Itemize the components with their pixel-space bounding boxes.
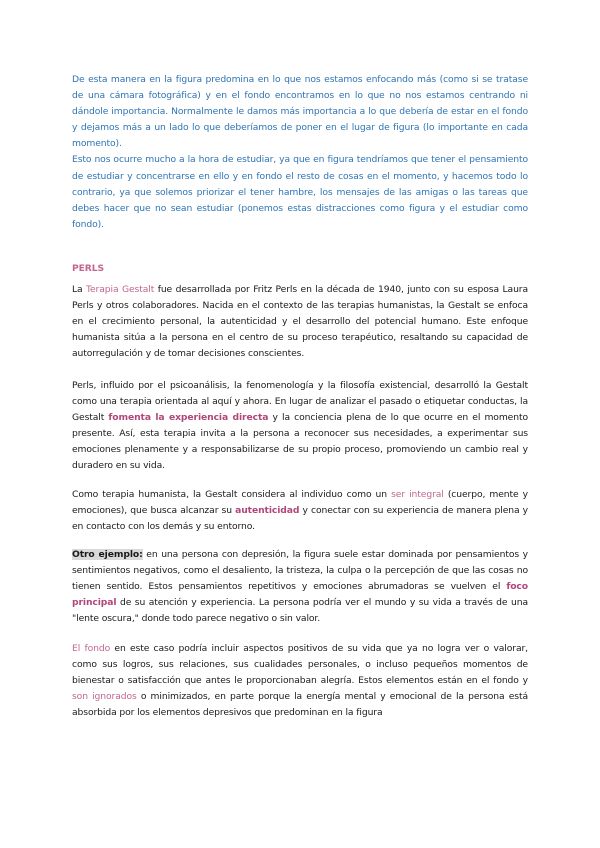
p4-text-d: de su atención y experiencia. La persona podría ver el mundo y su vida a través de una "lente oscura," donde todo parece negativo o sin valor.: [72, 597, 528, 625]
intro-paragraph-1: De esta manera en la figura predomina en lo que nos estamos enfocando más (como si se tratase de una cámara fotográfica) y en el fondo encontramos en lo que no nos estamos centrando ni dándole importancia. Normalmente le damos más importancia a lo que debería de estar en el fondo y dejamos más a un lado lo que deberíamos de poner en el lugar de figura (lo importante en cada momento).: [72, 74, 528, 150]
p2-text-c: y la conciencia plena de lo que ocurre en el momento presente. Así, esta terapia invita a la persona a reconocer sus necesidades, a experimentar sus emociones plenamente y a responsabilizarse de su propio proceso, promoviendo un cambio real y duradero en su vida.: [72, 412, 528, 472]
term-el-fondo: El fondo: [72, 643, 111, 654]
paragraph-el-fondo: [72, 641, 528, 721]
p1-text-a: La: [72, 284, 87, 295]
label-otro-ejemplo: Otro ejemplo:: [72, 549, 143, 560]
p1-text-c: fue desarrollada por Fritz Perls en la década de 1940, junto con su esposa Laura Perls y otros colaboradores. Nacida en el contexto de las terapias humanistas, la Gestalt se enfoca en el crecimiento personal, la autenticidad y el desarrollo del potencial humano. Este enfoque humanista sitúa a la persona en el centro de su proceso terapéutico, resaltando su capacidad de autorregulación y de tomar decisiones conscientes.: [72, 284, 528, 360]
p3-text-a: Como terapia humanista, la Gestalt considera al individuo como un: [72, 489, 392, 500]
term-son-ignorados: son ignorados: [72, 691, 137, 703]
section-title-perls: PERLS: [72, 263, 105, 274]
p4-text-b: en una persona con depresión, la figura suele estar dominada por pensamientos y sentimientos negativos, como el desaliento, la tristeza, la culpa o la percepción de que las cosas no tienen sentido. Estos pensamientos repetitivos y emociones abrumadoras se vuelven el: [72, 549, 528, 593]
paragraph-perls-influido: [72, 378, 528, 475]
term-experiencia-directa: fomenta la experiencia directa: [108, 412, 269, 424]
intro-paragraph-2: Esto nos ocurre mucho a la hora de estudiar, ya que en figura tendríamos que tener el pensamiento de estudiar y concentrarse en ello y en fondo el resto de cosas en el momento, y hacemos todo lo contrario, ya que solemos priorizar el tener hambre, los mensajes de las amigas o las tareas que debes hacer que no sean estudiar (ponemos estas distracciones como figura y el estudiar como fondo).: [72, 154, 528, 230]
term-foco-principal: foco principal: [72, 581, 528, 609]
term-autenticidad: autenticidad: [235, 505, 300, 517]
term-ser-integral: ser integral: [391, 489, 444, 500]
paragraph-terapia-gestalt: [72, 282, 528, 362]
p3-text-c: (cuerpo, mente y emociones), que busca alcanzar su: [72, 489, 528, 517]
term-terapia-gestalt: Terapia Gestalt: [86, 284, 155, 295]
p2-text-a: Perls, influido por el psicoanálisis, la fenomenología y la filosofía existencial, desarrolló la Gestalt como una terapia orientada al aquí y ahora. En lugar de analizar el pasado o etiquetar conductas, la Gestalt: [72, 380, 528, 424]
paragraph-terapia-humanista: [72, 487, 528, 535]
p5-text-b: en este caso podría incluir aspectos positivos de su vida que ya no logra ver o valorar, como sus logros, sus relaciones, sus cualidades personales, o incluso pequeños momentos de bienestar o satisfacción que antes le proporcionaban alegría. Estos elementos están en el fondo y: [72, 643, 528, 687]
p3-text-e: y conectar con su experiencia de manera plena y en contacto con los demás y su entorno.: [72, 505, 529, 533]
intro-section: [72, 72, 528, 233]
p5-text-d: o minimizados, en parte porque la energía mental y emocional de la persona está absorbida por los elementos depresivos que predominan en la figura: [72, 691, 528, 719]
paragraph-otro-ejemplo: [72, 547, 528, 627]
